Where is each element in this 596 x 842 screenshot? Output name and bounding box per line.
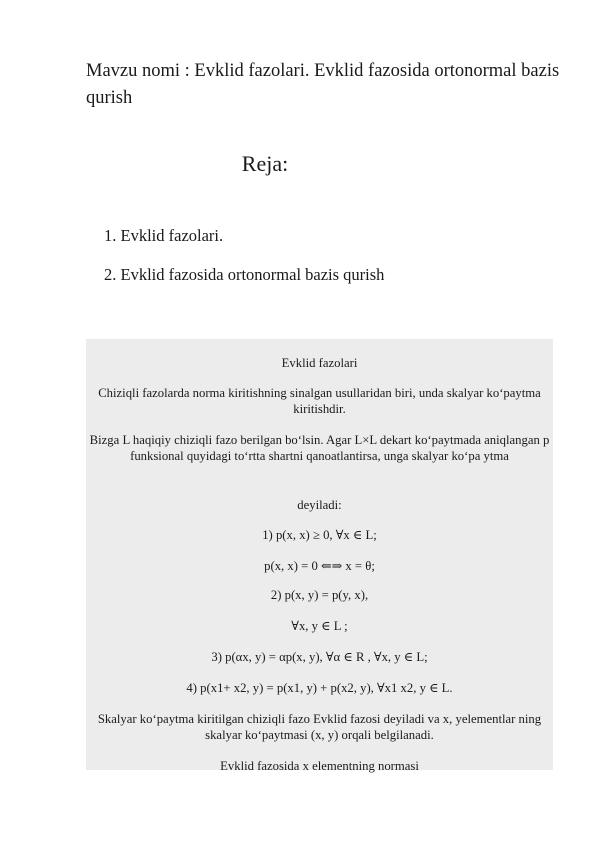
plan-heading: Reja: [241,151,289,176]
box-paragraph-definition: Bizga L haqiqiy chiziqli fazo berilgan bo‘lsin. Agar L×L dekart ko‘paytmada aniqlangan p funksional quyidagi to‘rtta shartni qanoatlantirsa, unga skalyar ko‘pa ytma [89,433,550,463]
box-axiom-2: 2) p(x, y) = p(y, x), [270,588,369,602]
plan-item-2: 2. Evklid fazosida ortonormal bazis qurish [104,265,385,284]
box-heading: Evklid fazolari [281,356,358,370]
box-axiom-2b: ∀x, y ∈ L ; [291,619,348,633]
box-paragraph-norm: Evklid fazosida x elementning normasi [220,759,419,773]
box-paragraph-intro: Chiziqli fazolarda norma kiritishning sinalgan usullaridan biri, unda skalyar ko‘paytma kiritishdir. [98,386,541,416]
plan-item-1: 1. Evklid fazolari. [104,226,224,245]
box-line-deyiladi: deyiladi: [297,498,342,512]
box-axiom-1: 1) p(x, x) ≥ 0, ∀x ∈ L; [262,528,377,542]
box-paragraph-euclid: Skalyar ko‘paytma kiritilgan chiziqli fazo Evklid fazosi deyiladi va x, yelementlar ning skalyar ko‘paytmasi (x, y) orqali belgilanadi. [97,712,542,742]
box-axiom-1b: p(x, x) = 0 ⇐⇒ x = θ; [264,559,375,573]
document-title: Mavzu nomi : Evklid fazolari. Evklid fazosida ortonormal bazis qurish [86,61,560,108]
content-box [86,339,553,773]
box-axiom-3: 3) p(αx, y) = αp(x, y), ∀α ∈ R , ∀x, y ∈ L; [211,650,428,664]
box-axiom-4: 4) p(x1+ x2, y) = p(x1, y) + p(x2, y), ∀x1 x2, y ∈ L. [186,681,453,695]
